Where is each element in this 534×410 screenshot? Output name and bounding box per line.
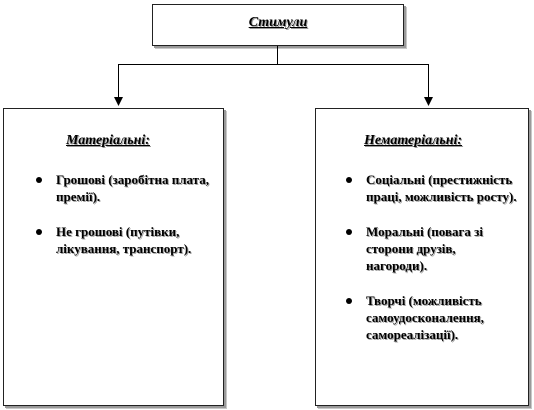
material-stimuli-list bbox=[34, 171, 212, 275]
list-item-text: Не грошові (путівки, лікування, транспорт). bbox=[56, 224, 192, 256]
connector-right-drop bbox=[428, 64, 429, 98]
root-box bbox=[152, 4, 404, 46]
material-stimuli-box bbox=[3, 108, 224, 406]
list-item-text: Моральні (повага зі сторони друзів, нагороди). bbox=[366, 224, 483, 273]
connector-left-drop bbox=[118, 64, 119, 98]
bullet-icon bbox=[36, 177, 42, 183]
list-item bbox=[344, 223, 519, 274]
material-stimuli-title: Матеріальні: bbox=[66, 133, 150, 148]
bullet-icon bbox=[36, 229, 42, 235]
connector-horizontal bbox=[118, 64, 429, 65]
list-item-text: Грошові (заробітна плата, премії). bbox=[56, 172, 209, 204]
list-item bbox=[34, 223, 212, 257]
connector-vertical-root bbox=[277, 46, 278, 64]
nonmaterial-stimuli-box bbox=[315, 108, 529, 406]
list-item-text: Соціальні (престижність праці, можливість росту). bbox=[366, 172, 517, 204]
list-item-text: Творчі (можливість самоудосконалення, самореалізації). bbox=[366, 293, 484, 342]
bullet-icon bbox=[346, 298, 352, 304]
list-item bbox=[344, 171, 519, 205]
right-arrowhead bbox=[424, 97, 433, 106]
left-arrowhead bbox=[114, 97, 123, 106]
list-item bbox=[34, 171, 212, 205]
nonmaterial-stimuli-list bbox=[344, 171, 519, 361]
list-item bbox=[344, 292, 519, 343]
root-label: Стимули bbox=[248, 15, 308, 30]
nonmaterial-stimuli-title: Нематеріальні: bbox=[364, 133, 463, 148]
bullet-icon bbox=[346, 177, 352, 183]
bullet-icon bbox=[346, 229, 352, 235]
